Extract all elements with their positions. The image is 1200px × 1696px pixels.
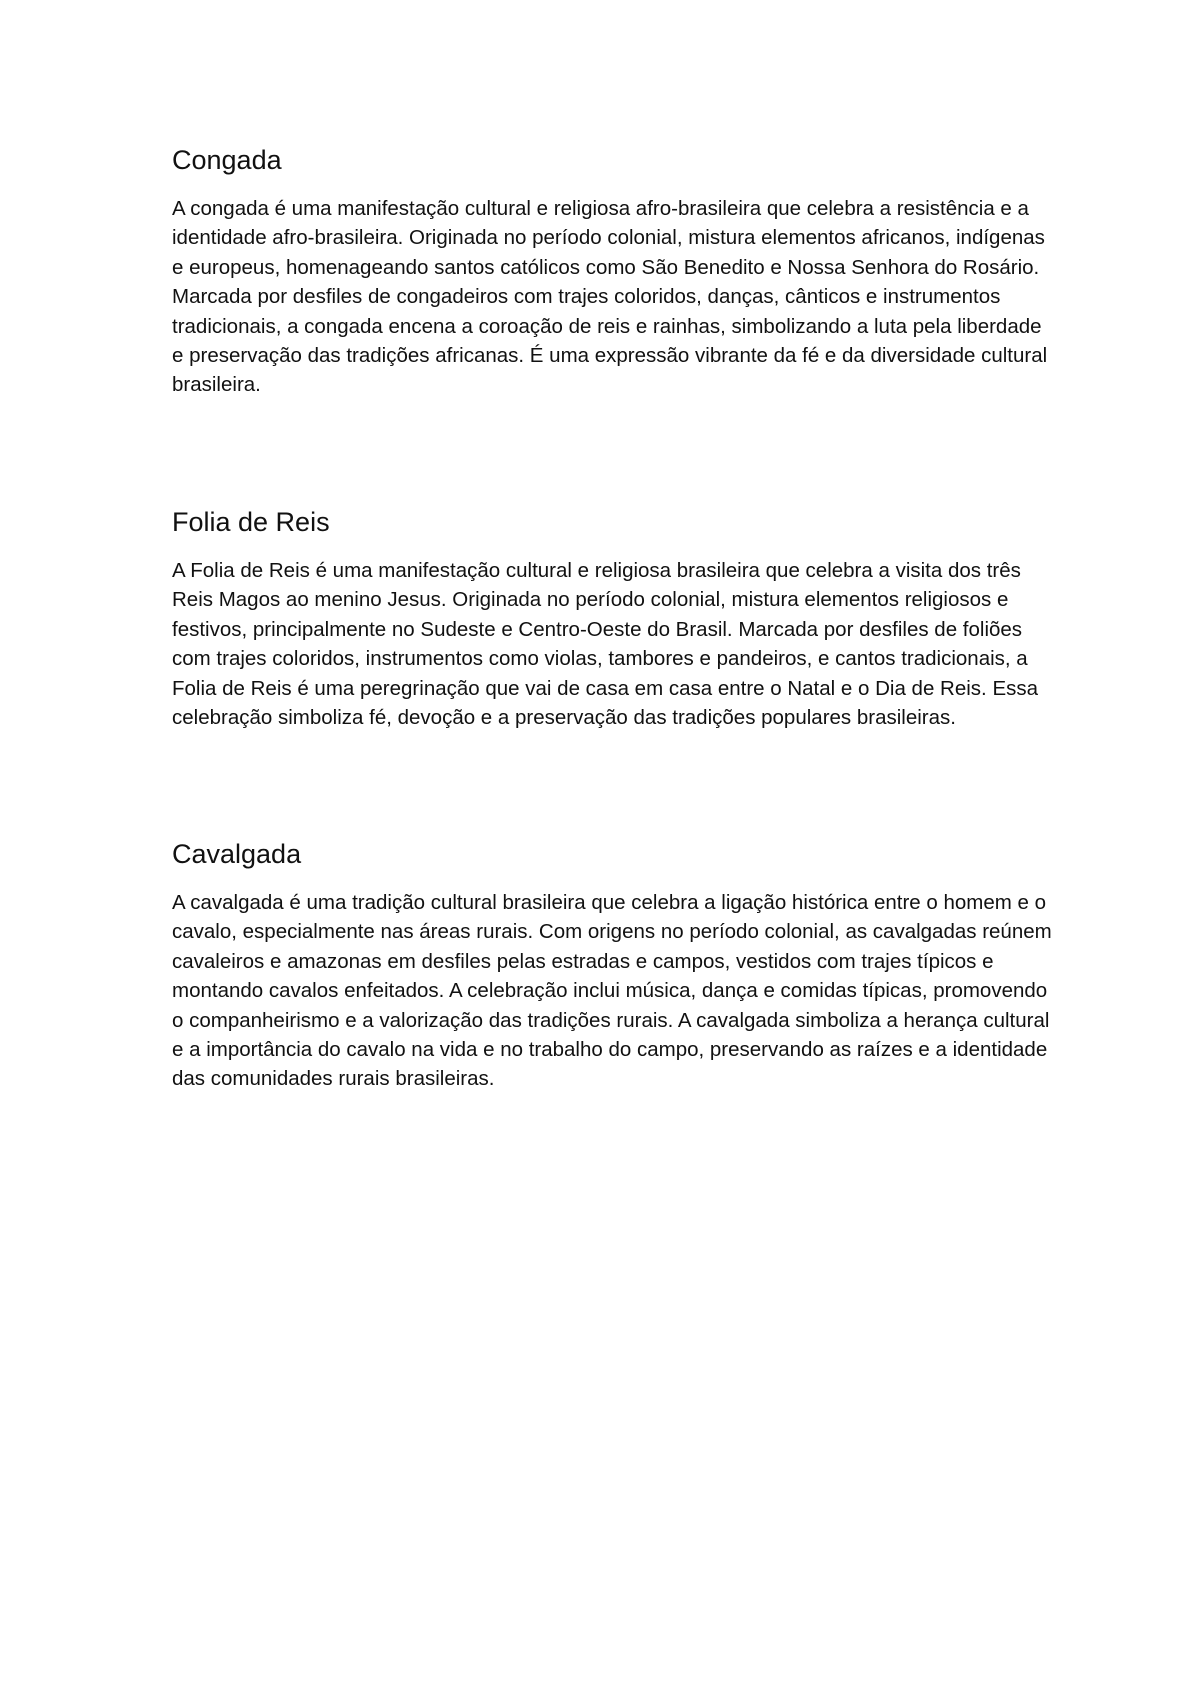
section-congada [172,144,1052,400]
section-cavalgada [172,838,1052,1094]
section-title: Folia de Reis [172,507,330,537]
section-title: Cavalgada [172,839,302,869]
section-paragraph: A Folia de Reis é uma manifestação cultural e religiosa brasileira que celebra a visita dos três Reis Magos ao menino Jesus. Originada no período colonial, mistura elementos religiosos e festivos, principalmente no Sudeste e Centro-Oeste do Brasil. Marcada por desfiles de foliões com trajes coloridos, instrumentos como violas, tambores e pandeiros, e cantos tradicionais, a Folia de Reis é uma peregrinação que vai de casa em casa entre o Natal e o Dia de Reis. Essa celebração simboliza fé, devoção e a preservação das tradições populares brasileiras. [172,559,1039,730]
section-folia-de-reis [172,506,1052,732]
section-paragraph: A cavalgada é uma tradição cultural brasileira que celebra a ligação histórica entre o homem e o cavalo, especialmente nas áreas rurais. Com origens no período colonial, as cavalgadas reúnem cavaleiros e amazonas em desfiles pelas estradas e campos, vestidos com trajes típicos e montando cavalos enfeitados. A celebração inclui música, dança e comidas típicas, promovendo o companheirismo e a valorização das tradições rurais. A cavalgada simboliza a herança cultural e a importância do cavalo na vida e no trabalho do campo, preservando as raízes e a identidade das comunidades rurais brasileiras. [172,891,1052,1091]
section-paragraph: A congada é uma manifestação cultural e religiosa afro-brasileira que celebra a resistência e a identidade afro-brasileira. Originada no período colonial, mistura elementos africanos, indígenas e europeus, homenageando santos católicos como São Benedito e Nossa Senhora do Rosário. Marcada por desfiles de congadeiros com trajes coloridos, danças, cânticos e instrumentos tradicionais, a congada encena a coroação de reis e rainhas, simbolizando a luta pela liberdade e preservação das tradições africanas. É uma expressão vibrante da fé e da diversidade cultural brasileira. [172,197,1048,397]
section-title: Congada [172,145,282,175]
